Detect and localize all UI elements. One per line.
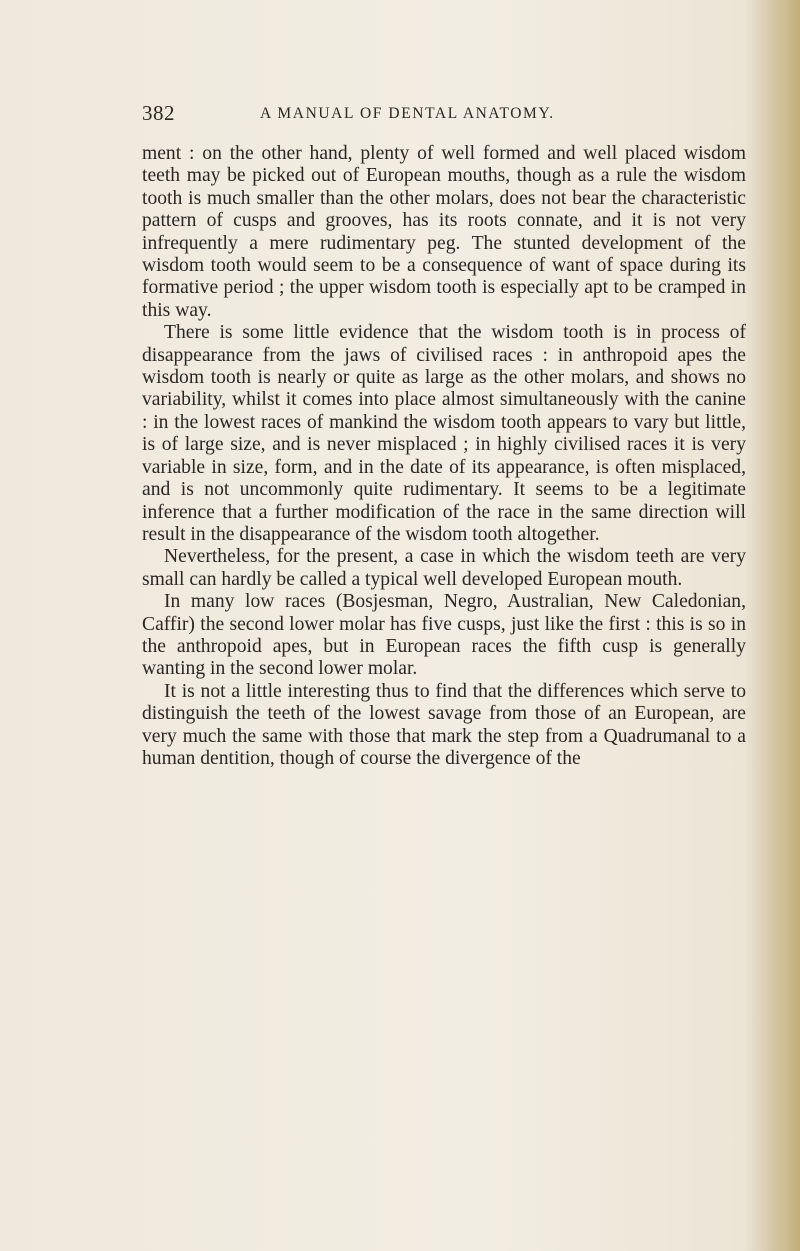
body-text [142,143,746,770]
page-header [142,101,742,133]
paragraph-nevertheless: Nevertheless, for the present, a case in which the wisdom teeth are very small can hardly be called a typical well developed European mouth. [142,546,746,590]
paragraph-low-races: In many low races (Bosjesman, Negro, Australian, New Caledonian, Caffir) the second lower molar has five cusps, just like the first : this is so in the anthropoid apes, but in European races the fifth cusp is generally wanting in the second lower molar. [142,591,746,680]
page-edge-shadow [766,0,800,1251]
paragraph-wisdom-tooth-disappearance: There is some little evidence that the wisdom tooth is in process of disappearance from the jaws of civilised races : in anthropoid apes the wisdom tooth is nearly or quite as large as the other molars, and shows no variability, whilst it comes into place almost simultaneously with the canine : in the lowest races of mankind the wisdom tooth appears to vary but little, is of large size, and is never misplaced ; in highly civilised races it is very variable in size, form, and in the date of its appearance, is often misplaced, and is not uncommonly quite rudimentary. It seems to be a legitimate inference that a further modification of the race in the same direction will result in the disappearance of the wisdom tooth altogether. [142,322,746,545]
running-title: A MANUAL OF DENTAL ANATOMY. [260,105,555,122]
page-number: 382 [142,101,175,125]
paragraph-differences: It is not a little interesting thus to find that the differences which serve to distinguish the teeth of the lowest savage from those of an European, are very much the same with those that mark the step from a Quadrumanal to a human dentition, though of course the divergence of the [142,680,746,769]
paragraph-continuation: ment : on the other hand, plenty of well formed and well placed wisdom teeth may be picked out of European mouths, though as a rule the wisdom tooth is much smaller than the other molars, does not bear the characteristic pattern of cusps and grooves, has its roots connate, and it is not very infrequently a mere rudimentary peg. The stunted development of the wisdom tooth would seem to be a consequence of want of space during its formative period ; the upper wisdom tooth is especially apt to be cramped in this way. [142,143,746,321]
